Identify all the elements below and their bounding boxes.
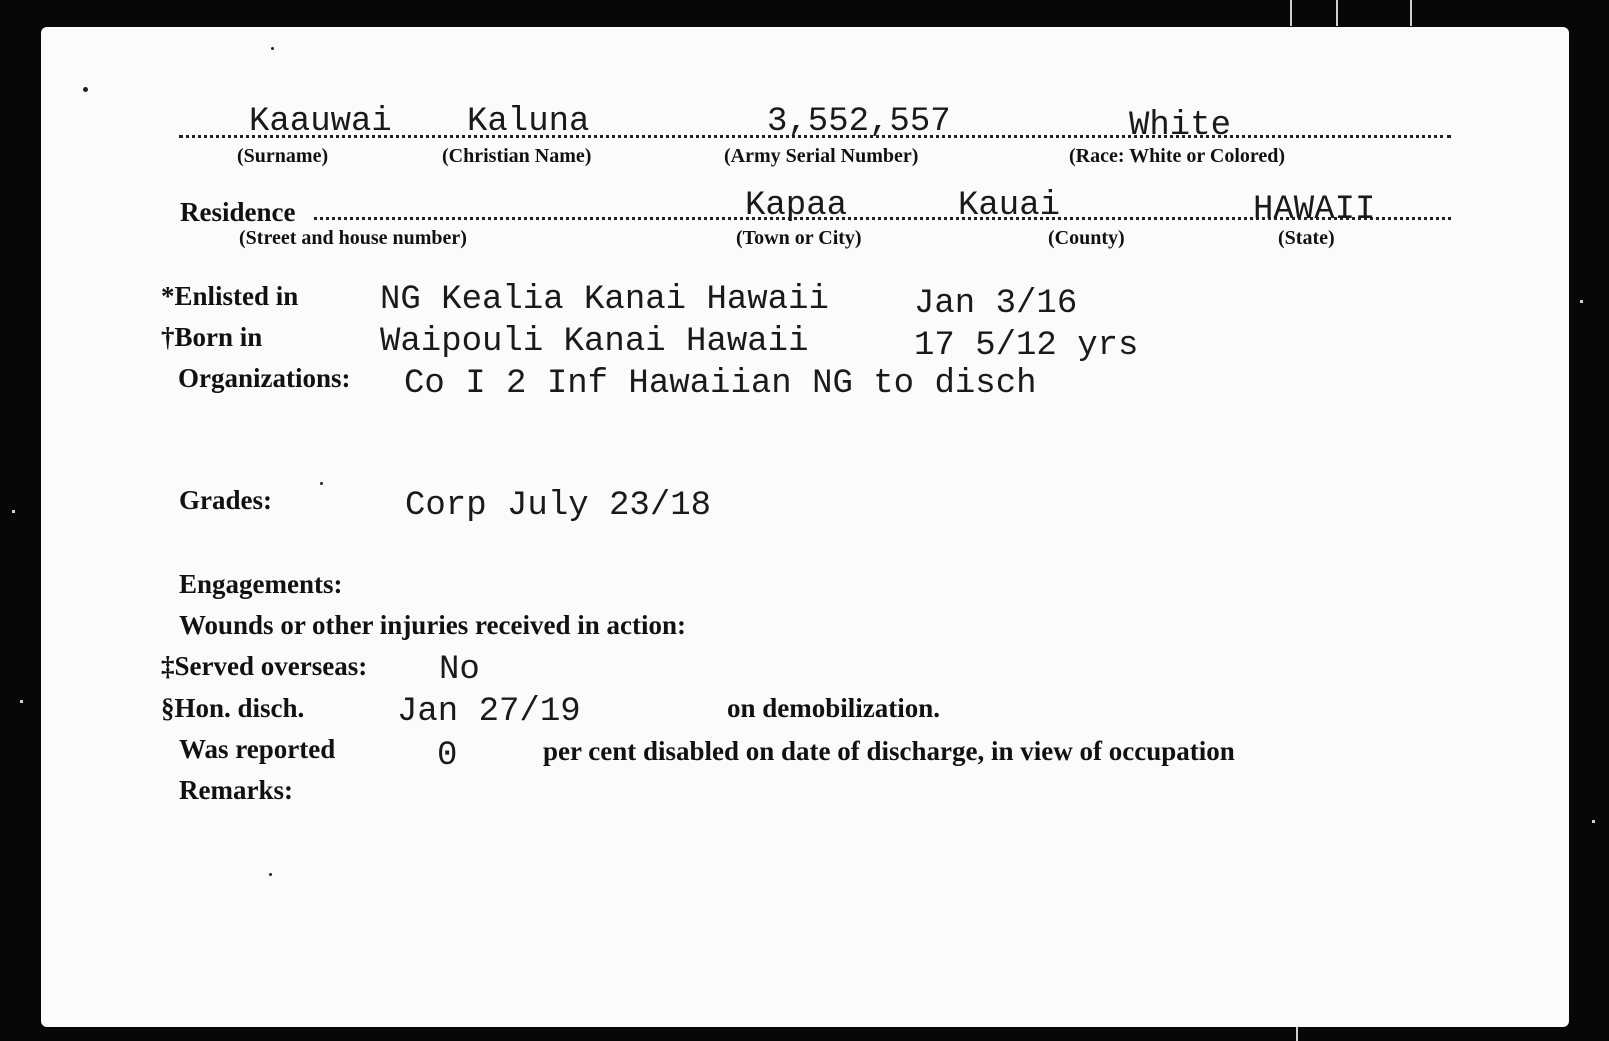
born-place-value: Waipouli Kanai Hawaii [380, 323, 809, 361]
disability-suffix: per cent disabled on date of discharge, in view of occupation [543, 736, 1235, 766]
film-edge-mark [1336, 0, 1338, 26]
disability-value: 0 [437, 737, 458, 775]
speck [269, 873, 272, 876]
speck [83, 87, 88, 92]
caption-county: (County) [1048, 227, 1125, 249]
enlisted-date-value: Jan 3/16 [914, 285, 1078, 323]
film-edge-mark [1410, 0, 1412, 26]
caption-state: (State) [1278, 227, 1335, 249]
caption-town: (Town or City) [736, 227, 862, 249]
discharge-label: §Hon. disch. [161, 693, 305, 723]
speck [320, 482, 323, 485]
born-label: †Born in [161, 322, 263, 352]
town-value: Kapaa [745, 187, 848, 225]
served-overseas-label: ‡Served overseas: [161, 651, 368, 681]
race-value: White [1129, 107, 1232, 145]
discharge-suffix: on demobilization. [727, 693, 941, 723]
served-overseas-value: No [439, 651, 480, 689]
film-edge-mark [1592, 820, 1595, 823]
caption-christian-name: (Christian Name) [442, 145, 592, 167]
grades-label: Grades: [179, 485, 272, 515]
film-edge-mark [1580, 300, 1583, 303]
enlisted-label: *Enlisted in [161, 281, 299, 311]
film-edge-mark [20, 700, 23, 703]
grades-value: Corp July 23/18 [405, 487, 712, 525]
organizations-value: Co I 2 Inf Hawaiian NG to disch [404, 365, 1037, 403]
speck [271, 47, 274, 50]
film-edge-mark [1296, 1027, 1298, 1041]
surname-value: Kaauwai [249, 103, 392, 141]
christian-name-value: Kaluna [467, 103, 590, 141]
enlisted-place-value: NG Kealia Kanai Hawaii [380, 281, 829, 319]
film-edge-mark [1290, 0, 1292, 26]
disability-label: Was reported [179, 734, 336, 764]
service-record-card [41, 27, 1569, 1027]
caption-street: (Street and house number) [239, 227, 467, 249]
wounds-label: Wounds or other injuries received in action: [179, 610, 687, 640]
state-value: HAWAII [1253, 191, 1376, 229]
born-age-value: 17 5/12 yrs [914, 327, 1139, 365]
county-value: Kauai [958, 187, 1061, 225]
film-edge-mark [12, 510, 15, 513]
organizations-label: Organizations: [178, 363, 351, 393]
engagements-label: Engagements: [179, 569, 343, 599]
caption-surname: (Surname) [237, 145, 329, 167]
caption-serial-number: (Army Serial Number) [724, 145, 919, 167]
residence-label: Residence [180, 197, 296, 227]
caption-race: (Race: White or Colored) [1069, 145, 1286, 167]
discharge-date-value: Jan 27/19 [397, 693, 581, 731]
serial-number-value: 3,552,557 [767, 103, 951, 141]
remarks-label: Remarks: [179, 775, 293, 805]
